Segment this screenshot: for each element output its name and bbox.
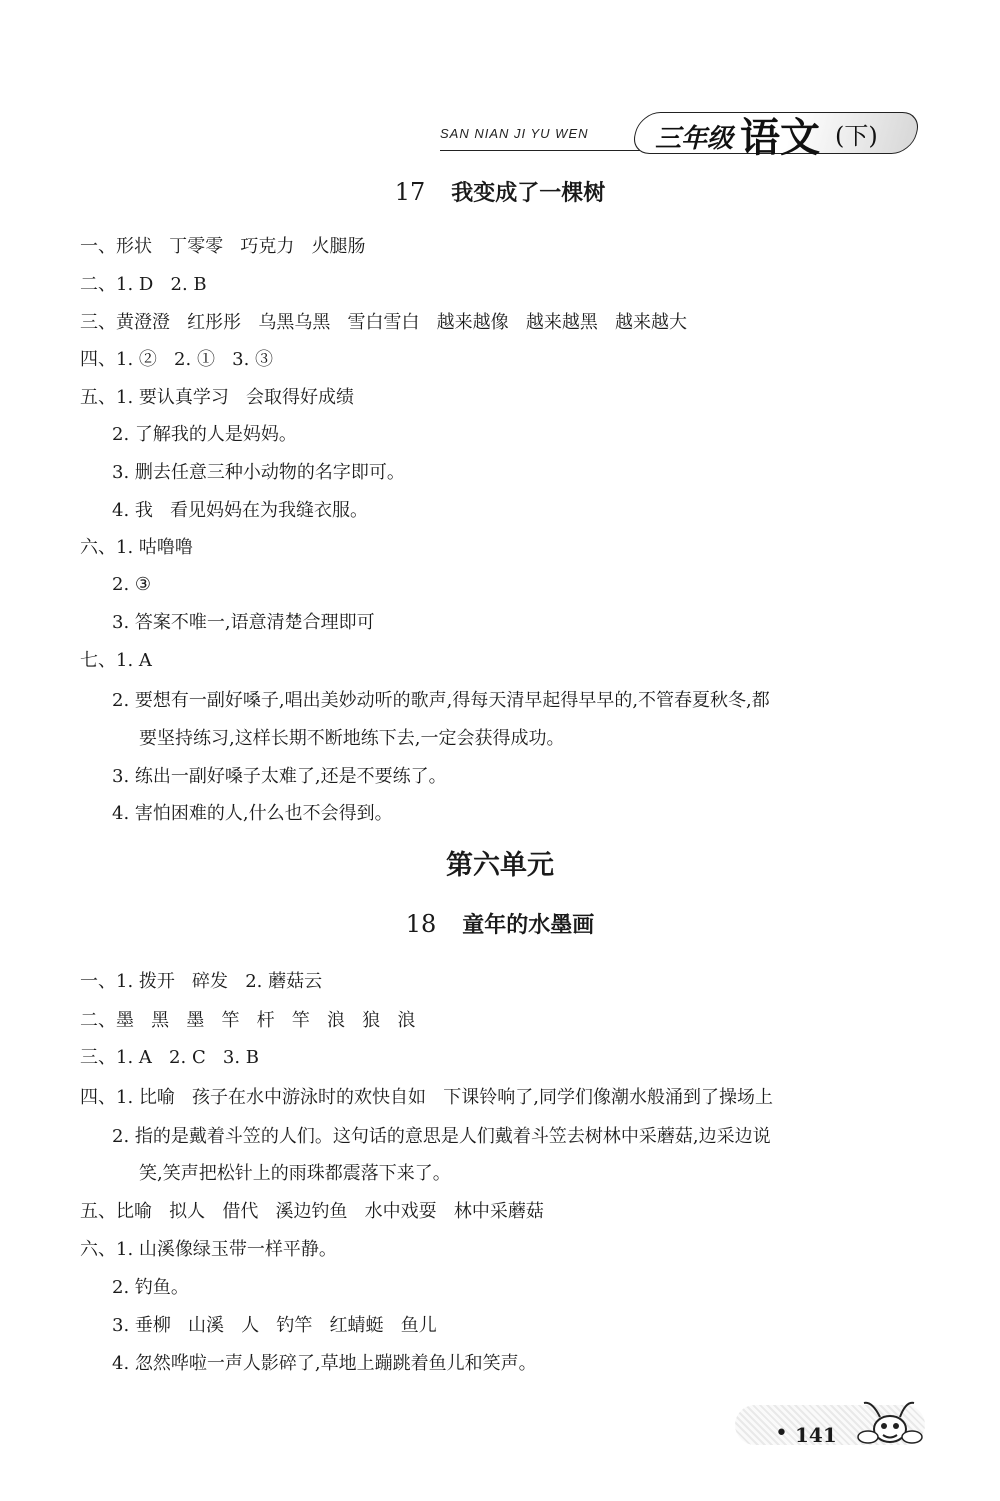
answer-line: 4. 忽然哗啦一声人影碎了,草地上蹦跳着鱼儿和笑声。: [112, 1353, 537, 1374]
header-pinyin: SAN NIAN JI YU WEN: [440, 126, 589, 141]
answer-line: 3. 垂柳 山溪 人 钓竿 红蜻蜓 鱼儿: [112, 1315, 437, 1336]
header-grade: 三年级: [655, 124, 734, 154]
header-subject: 语文: [740, 115, 820, 161]
lesson-title: 我变成了一棵树: [451, 180, 606, 206]
unit-title: 第六单元: [446, 850, 554, 881]
answer-line: 4. 害怕困难的人,什么也不会得到。: [112, 803, 393, 824]
footer-bullet: •: [775, 1421, 788, 1446]
answer-line: 四、1. ② 2. ① 3. ③: [80, 349, 274, 370]
answer-line: 一、形状 丁零零 巧克力 火腿肠: [80, 236, 366, 257]
answer-line: 3. 练出一副好嗓子太难了,还是不要练了。: [112, 766, 447, 787]
lesson-18-heading: [0, 908, 1000, 939]
answer-line: 四、1. 比喻 孩子在水中游泳时的欢快自如 下课铃响了,同学们像潮水般涌到了操场上: [80, 1087, 773, 1108]
lesson-number: 18: [405, 910, 437, 938]
answer-line: 六、1. 咕噜噜: [80, 537, 193, 558]
lesson-number: 17: [394, 178, 426, 206]
answer-line: 七、1. A: [80, 650, 152, 671]
answer-line: 2. 指的是戴着斗笠的人们。这句话的意思是人们戴着斗笠去树林中采蘑菇,边采边说: [112, 1126, 771, 1147]
answer-line: 2. ③: [112, 574, 152, 595]
answer-line: 3. 答案不唯一,语意清楚合理即可: [112, 612, 375, 633]
bee-mascot-icon: [850, 1393, 930, 1453]
answer-line: 2. 了解我的人是妈妈。: [112, 424, 297, 445]
lesson-title: 童年的水墨画: [462, 912, 595, 938]
answer-line: 4. 我 看见妈妈在为我缝衣服。: [112, 500, 369, 521]
answer-line: 一、1. 拨开 碎发 2. 蘑菇云: [80, 971, 323, 992]
answer-line: 六、1. 山溪像绿玉带一样平静。: [80, 1239, 337, 1260]
page-footer: [735, 1385, 945, 1460]
answer-line: 三、黄澄澄 红彤彤 乌黑乌黑 雪白雪白 越来越像 越来越黑 越来越大: [80, 312, 687, 333]
answer-line: 二、1. D 2. B: [80, 274, 207, 295]
answer-line: 2. 钓鱼。: [112, 1277, 189, 1298]
answer-line: 要坚持练习,这样长期不断地练下去,一定会获得成功。: [139, 728, 565, 749]
answer-line: 二、墨 黑 墨 竿 杆 竿 浪 狼 浪: [80, 1010, 416, 1031]
header-volume: (下): [835, 122, 878, 150]
page-number: 141: [795, 1423, 837, 1447]
answer-line: 三、1. A 2. C 3. B: [80, 1047, 260, 1068]
lesson-17-heading: [0, 176, 1000, 207]
answer-line: 笑,笑声把松针上的雨珠都震落下来了。: [139, 1163, 451, 1184]
answer-line: 五、比喻 拟人 借代 溪边钓鱼 水中戏耍 林中采蘑菇: [80, 1201, 544, 1222]
page-header: [440, 112, 920, 160]
answer-line: 2. 要想有一副好嗓子,唱出美妙动听的歌声,得每天清早起得早早的,不管春夏秋冬,都: [112, 690, 770, 711]
answer-line: 3. 删去任意三种小动物的名字即可。: [112, 462, 405, 483]
header-rule: [440, 150, 650, 151]
answer-line: 五、1. 要认真学习 会取得好成绩: [80, 387, 355, 408]
